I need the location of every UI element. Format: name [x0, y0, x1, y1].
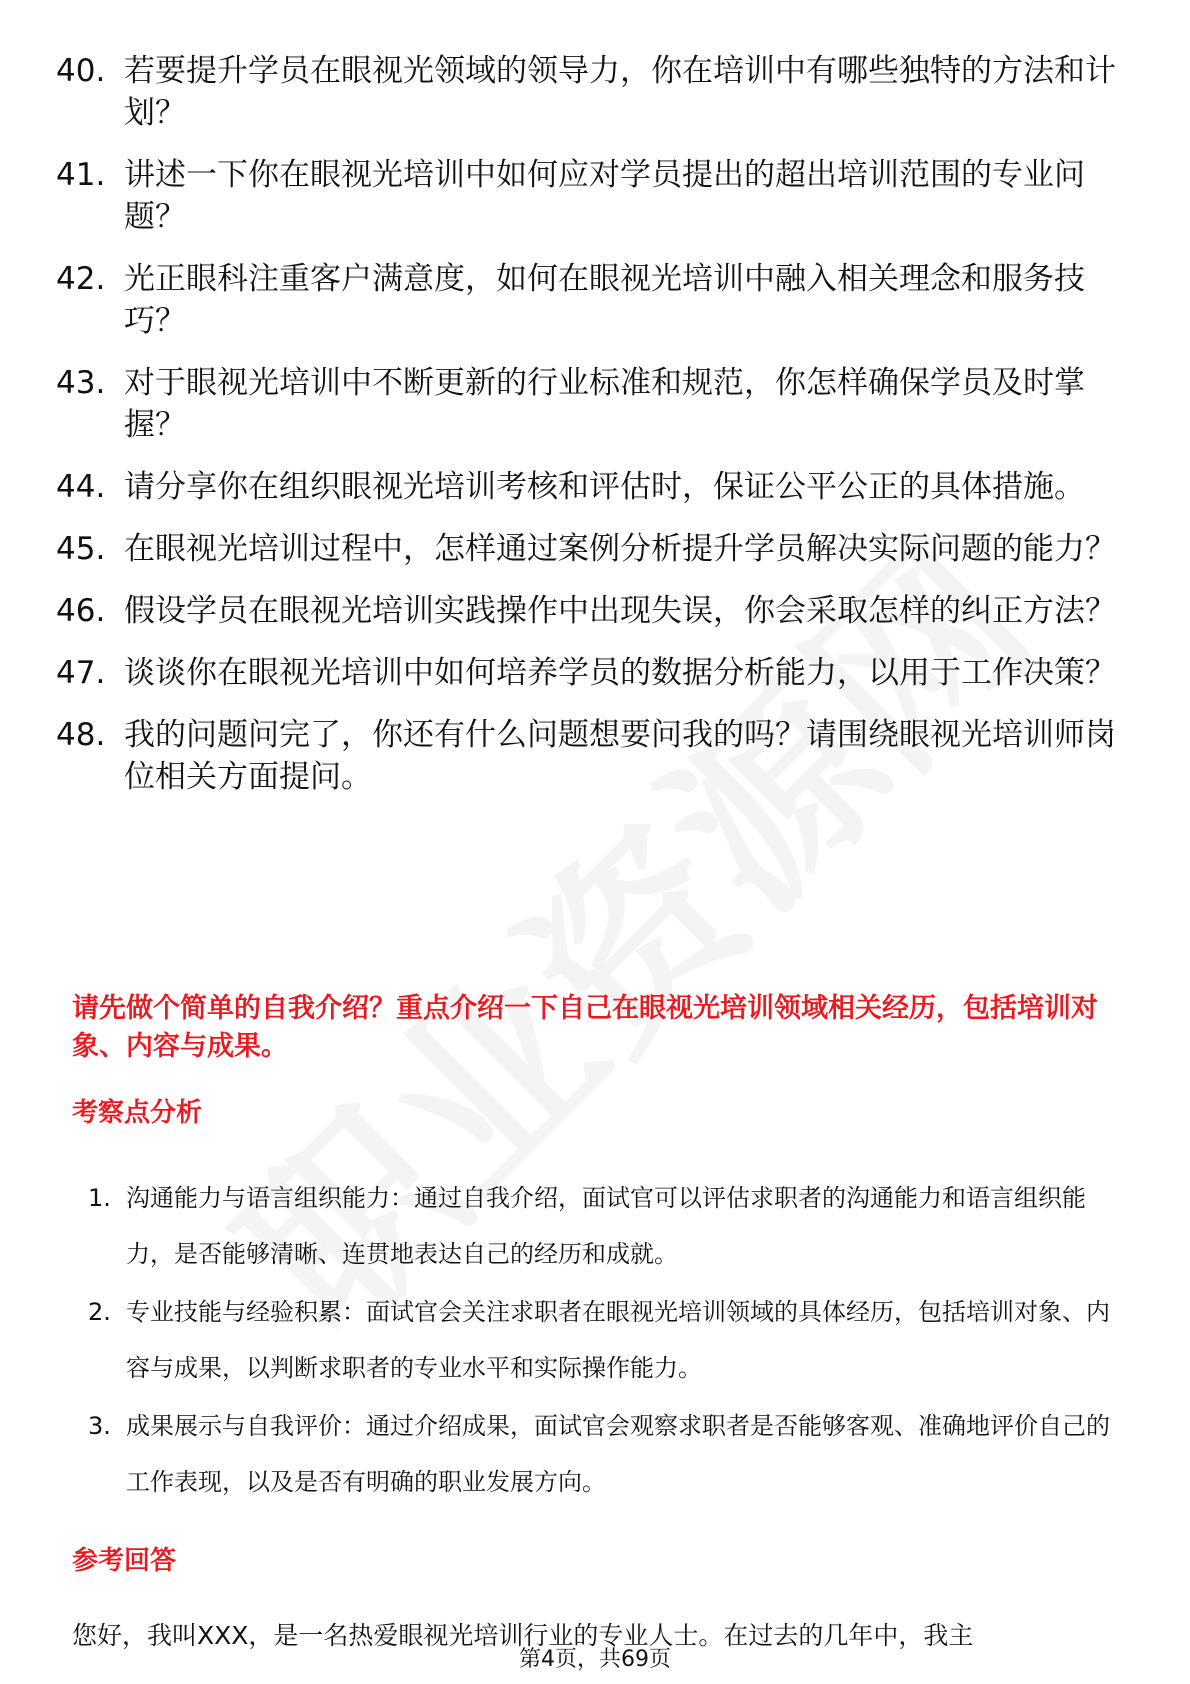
question-number: 41. — [56, 157, 106, 193]
question-number: 43. — [56, 365, 106, 401]
question-text: 假设学员在眼视光培训实践操作中出现失误，你会采取怎样的纠正方法？ — [124, 593, 1116, 629]
reference-title: 参考回答 — [72, 1546, 177, 1576]
point-number: 1. — [88, 1184, 111, 1212]
point-number: 2. — [88, 1298, 111, 1326]
reference-answer: 您好，我叫XXX，是一名热爱眼视光培训行业的专业人士。在过去的几年中，我主 — [72, 1621, 974, 1650]
question-number: 48. — [56, 717, 106, 753]
question-item — [56, 466, 1116, 508]
question-number: 46. — [56, 593, 106, 629]
question-list — [56, 50, 1116, 818]
analysis-points — [80, 1170, 1120, 1512]
question-item — [56, 154, 1116, 238]
question-number: 45. — [56, 531, 106, 567]
analysis-point — [80, 1398, 1120, 1510]
analysis-title: 考察点分析 — [72, 1098, 203, 1128]
question-text: 谈谈你在眼视光培训中如何培养学员的数据分析能力，以用于工作决策？ — [124, 655, 1116, 691]
question-item — [56, 50, 1116, 134]
analysis-point — [80, 1284, 1120, 1396]
question-number: 42. — [56, 261, 106, 297]
question-item — [56, 258, 1116, 342]
question-text: 讲述一下你在眼视光培训中如何应对学员提出的超出培训范围的专业问题？ — [124, 157, 1085, 235]
question-text: 在眼视光培训过程中，怎样通过案例分析提升学员解决实际问题的能力？ — [124, 531, 1116, 567]
point-text: 成果展示与自我评价：通过介绍成果，面试官会观察求职者是否能够客观、准确地评价自己的工作表现，以及是否有明确的职业发展方向。 — [126, 1412, 1110, 1496]
question-number: 47. — [56, 655, 106, 691]
question-item — [56, 590, 1116, 632]
question-text: 对于眼视光培训中不断更新的行业标准和规范，你怎样确保学员及时掌握？ — [124, 365, 1085, 443]
question-item — [56, 362, 1116, 446]
featured-question: 请先做个简单的自我介绍？重点介绍一下自己在眼视光培训领域相关经历，包括培训对象、内容与成果。 — [72, 993, 1098, 1062]
point-text: 沟通能力与语言组织能力：通过自我介绍，面试官可以评估求职者的沟通能力和语言组织能力，是否能够清晰、连贯地表达自己的经历和成就。 — [126, 1184, 1086, 1268]
question-text: 请分享你在组织眼视光培训考核和评估时，保证公平公正的具体措施。 — [124, 469, 1085, 505]
question-text: 若要提升学员在眼视光领域的领导力，你在培训中有哪些独特的方法和计划？ — [124, 53, 1116, 131]
question-item — [56, 528, 1116, 570]
question-number: 44. — [56, 469, 106, 505]
question-item — [56, 652, 1116, 694]
point-number: 3. — [88, 1412, 111, 1440]
question-item — [56, 714, 1116, 798]
question-text: 我的问题问完了，你还有什么问题想要问我的吗？请围绕眼视光培训师岗位相关方面提问。 — [124, 717, 1116, 795]
page-footer: 第4页，共69页 — [519, 1647, 671, 1672]
analysis-point — [80, 1170, 1120, 1282]
question-number: 40. — [56, 53, 106, 89]
point-text: 专业技能与经验积累：面试官会关注求职者在眼视光培训领域的具体经历，包括培训对象、内容与成果，以判断求职者的专业水平和实际操作能力。 — [126, 1298, 1110, 1382]
question-text: 光正眼科注重客户满意度，如何在眼视光培训中融入相关理念和服务技巧？ — [124, 261, 1085, 339]
